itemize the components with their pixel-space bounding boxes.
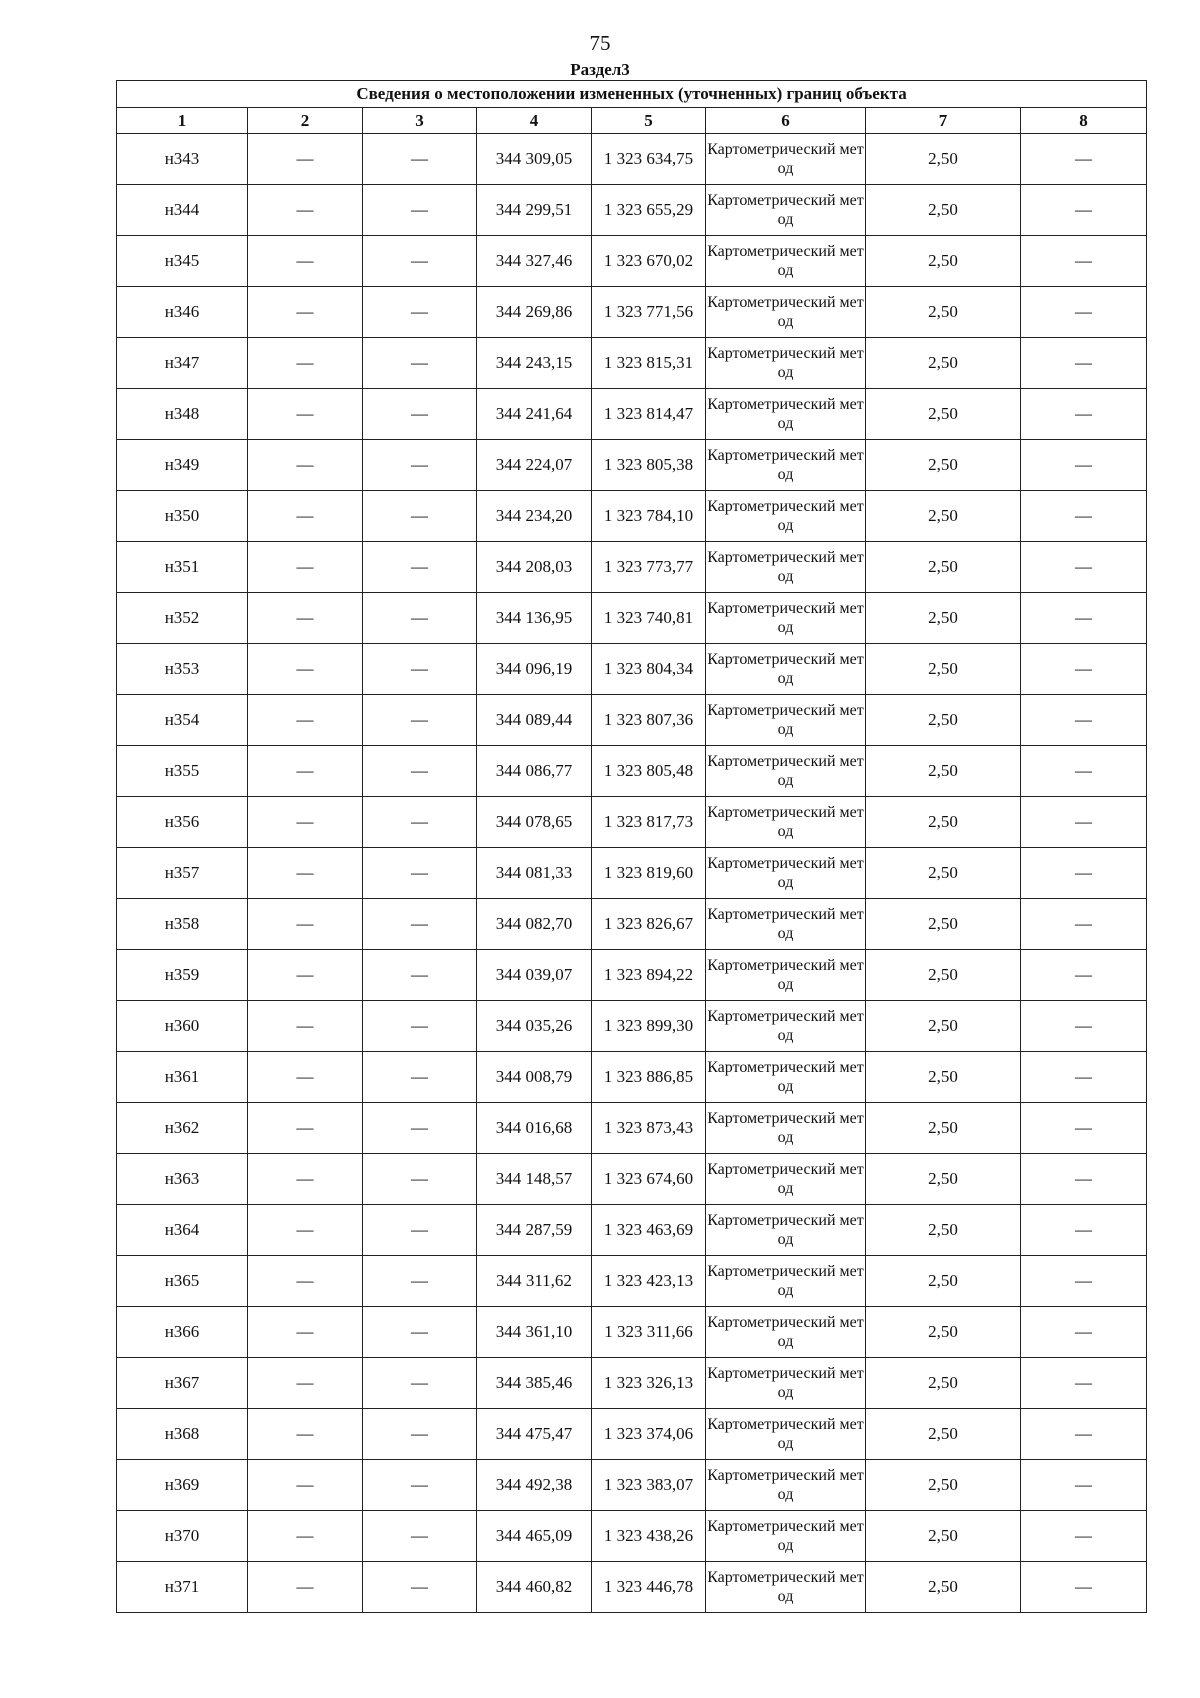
col8-cell: — xyxy=(1021,1205,1147,1256)
method-cell: Картометрический метод xyxy=(706,1052,866,1103)
col8-cell: — xyxy=(1021,491,1147,542)
column-header: 2 xyxy=(248,108,363,134)
accuracy-cell: 2,50 xyxy=(866,185,1021,236)
y-coordinate-cell: 1 323 773,77 xyxy=(592,542,706,593)
col3-cell: — xyxy=(363,644,477,695)
accuracy-cell: 2,50 xyxy=(866,593,1021,644)
table-row xyxy=(117,797,1147,848)
col2-cell: — xyxy=(248,1103,363,1154)
point-id-cell: н359 xyxy=(117,950,248,1001)
col8-cell: — xyxy=(1021,644,1147,695)
y-coordinate-cell: 1 323 740,81 xyxy=(592,593,706,644)
point-id-cell: н370 xyxy=(117,1511,248,1562)
y-coordinate-cell: 1 323 463,69 xyxy=(592,1205,706,1256)
accuracy-cell: 2,50 xyxy=(866,695,1021,746)
col8-cell: — xyxy=(1021,1562,1147,1613)
col8-cell: — xyxy=(1021,899,1147,950)
accuracy-cell: 2,50 xyxy=(866,746,1021,797)
point-id-cell: н358 xyxy=(117,899,248,950)
col2-cell: — xyxy=(248,1460,363,1511)
method-cell: Картометрический метод xyxy=(706,1460,866,1511)
table-caption: Сведения о местоположении измененных (уточненных) границ объекта xyxy=(117,81,1147,108)
x-coordinate-cell: 344 311,62 xyxy=(477,1256,592,1307)
x-coordinate-cell: 344 136,95 xyxy=(477,593,592,644)
col2-cell: — xyxy=(248,950,363,1001)
col3-cell: — xyxy=(363,695,477,746)
col3-cell: — xyxy=(363,236,477,287)
point-id-cell: н349 xyxy=(117,440,248,491)
col2-cell: — xyxy=(248,1358,363,1409)
x-coordinate-cell: 344 327,46 xyxy=(477,236,592,287)
col3-cell: — xyxy=(363,440,477,491)
table-row xyxy=(117,695,1147,746)
col8-cell: — xyxy=(1021,542,1147,593)
point-id-cell: н356 xyxy=(117,797,248,848)
method-cell: Картометрический метод xyxy=(706,950,866,1001)
column-header: 5 xyxy=(592,108,706,134)
table-row xyxy=(117,1052,1147,1103)
method-cell: Картометрический метод xyxy=(706,185,866,236)
col3-cell: — xyxy=(363,848,477,899)
point-id-cell: н371 xyxy=(117,1562,248,1613)
col2-cell: — xyxy=(248,593,363,644)
method-cell: Картометрический метод xyxy=(706,491,866,542)
method-cell: Картометрический метод xyxy=(706,338,866,389)
accuracy-cell: 2,50 xyxy=(866,1001,1021,1052)
method-cell: Картометрический метод xyxy=(706,134,866,185)
col8-cell: — xyxy=(1021,1001,1147,1052)
col3-cell: — xyxy=(363,950,477,1001)
col3-cell: — xyxy=(363,1205,477,1256)
method-cell: Картометрический метод xyxy=(706,440,866,491)
point-id-cell: н369 xyxy=(117,1460,248,1511)
table-row xyxy=(117,1205,1147,1256)
col2-cell: — xyxy=(248,236,363,287)
col2-cell: — xyxy=(248,1205,363,1256)
x-coordinate-cell: 344 208,03 xyxy=(477,542,592,593)
x-coordinate-cell: 344 008,79 xyxy=(477,1052,592,1103)
point-id-cell: н344 xyxy=(117,185,248,236)
accuracy-cell: 2,50 xyxy=(866,1307,1021,1358)
y-coordinate-cell: 1 323 423,13 xyxy=(592,1256,706,1307)
y-coordinate-cell: 1 323 886,85 xyxy=(592,1052,706,1103)
col3-cell: — xyxy=(363,1103,477,1154)
accuracy-cell: 2,50 xyxy=(866,287,1021,338)
x-coordinate-cell: 344 234,20 xyxy=(477,491,592,542)
column-header-row xyxy=(117,108,1147,134)
col8-cell: — xyxy=(1021,593,1147,644)
method-cell: Картометрический метод xyxy=(706,695,866,746)
col3-cell: — xyxy=(363,1409,477,1460)
x-coordinate-cell: 344 385,46 xyxy=(477,1358,592,1409)
y-coordinate-cell: 1 323 784,10 xyxy=(592,491,706,542)
y-coordinate-cell: 1 323 873,43 xyxy=(592,1103,706,1154)
table-row xyxy=(117,491,1147,542)
point-id-cell: н355 xyxy=(117,746,248,797)
page-number: 75 xyxy=(589,31,611,55)
x-coordinate-cell: 344 148,57 xyxy=(477,1154,592,1205)
accuracy-cell: 2,50 xyxy=(866,389,1021,440)
x-coordinate-cell: 344 309,05 xyxy=(477,134,592,185)
col8-cell: — xyxy=(1021,185,1147,236)
table-row xyxy=(117,899,1147,950)
point-id-cell: н351 xyxy=(117,542,248,593)
accuracy-cell: 2,50 xyxy=(866,440,1021,491)
col2-cell: — xyxy=(248,185,363,236)
accuracy-cell: 2,50 xyxy=(866,1358,1021,1409)
table-row xyxy=(117,1307,1147,1358)
table-row xyxy=(117,440,1147,491)
col8-cell: — xyxy=(1021,1154,1147,1205)
y-coordinate-cell: 1 323 826,67 xyxy=(592,899,706,950)
table-row xyxy=(117,389,1147,440)
col2-cell: — xyxy=(248,899,363,950)
table-row xyxy=(117,1460,1147,1511)
col3-cell: — xyxy=(363,338,477,389)
table-row xyxy=(117,593,1147,644)
y-coordinate-cell: 1 323 374,06 xyxy=(592,1409,706,1460)
col3-cell: — xyxy=(363,1052,477,1103)
point-id-cell: н364 xyxy=(117,1205,248,1256)
col2-cell: — xyxy=(248,1409,363,1460)
col8-cell: — xyxy=(1021,1511,1147,1562)
x-coordinate-cell: 344 287,59 xyxy=(477,1205,592,1256)
point-id-cell: н361 xyxy=(117,1052,248,1103)
col2-cell: — xyxy=(248,644,363,695)
accuracy-cell: 2,50 xyxy=(866,1052,1021,1103)
table-row xyxy=(117,1001,1147,1052)
point-id-cell: н365 xyxy=(117,1256,248,1307)
y-coordinate-cell: 1 323 326,13 xyxy=(592,1358,706,1409)
col8-cell: — xyxy=(1021,950,1147,1001)
y-coordinate-cell: 1 323 819,60 xyxy=(592,848,706,899)
y-coordinate-cell: 1 323 817,73 xyxy=(592,797,706,848)
accuracy-cell: 2,50 xyxy=(866,134,1021,185)
col8-cell: — xyxy=(1021,287,1147,338)
x-coordinate-cell: 344 361,10 xyxy=(477,1307,592,1358)
table-row xyxy=(117,1409,1147,1460)
col2-cell: — xyxy=(248,746,363,797)
col3-cell: — xyxy=(363,287,477,338)
x-coordinate-cell: 344 243,15 xyxy=(477,338,592,389)
col3-cell: — xyxy=(363,1307,477,1358)
accuracy-cell: 2,50 xyxy=(866,236,1021,287)
accuracy-cell: 2,50 xyxy=(866,542,1021,593)
col8-cell: — xyxy=(1021,134,1147,185)
point-id-cell: н360 xyxy=(117,1001,248,1052)
method-cell: Картометрический метод xyxy=(706,1256,866,1307)
method-cell: Картометрический метод xyxy=(706,848,866,899)
table-row xyxy=(117,134,1147,185)
col3-cell: — xyxy=(363,185,477,236)
column-header: 6 xyxy=(706,108,866,134)
col2-cell: — xyxy=(248,389,363,440)
x-coordinate-cell: 344 035,26 xyxy=(477,1001,592,1052)
col3-cell: — xyxy=(363,134,477,185)
column-header: 1 xyxy=(117,108,248,134)
y-coordinate-cell: 1 323 814,47 xyxy=(592,389,706,440)
col2-cell: — xyxy=(248,440,363,491)
point-id-cell: н353 xyxy=(117,644,248,695)
y-coordinate-cell: 1 323 634,75 xyxy=(592,134,706,185)
x-coordinate-cell: 344 460,82 xyxy=(477,1562,592,1613)
col2-cell: — xyxy=(248,1562,363,1613)
column-header: 7 xyxy=(866,108,1021,134)
point-id-cell: н367 xyxy=(117,1358,248,1409)
y-coordinate-cell: 1 323 674,60 xyxy=(592,1154,706,1205)
x-coordinate-cell: 344 269,86 xyxy=(477,287,592,338)
x-coordinate-cell: 344 096,19 xyxy=(477,644,592,695)
x-coordinate-cell: 344 081,33 xyxy=(477,848,592,899)
col3-cell: — xyxy=(363,491,477,542)
column-header: 8 xyxy=(1021,108,1147,134)
col3-cell: — xyxy=(363,1154,477,1205)
table-row xyxy=(117,236,1147,287)
table-row xyxy=(117,1511,1147,1562)
y-coordinate-cell: 1 323 655,29 xyxy=(592,185,706,236)
method-cell: Картометрический метод xyxy=(706,899,866,950)
point-id-cell: н366 xyxy=(117,1307,248,1358)
accuracy-cell: 2,50 xyxy=(866,1562,1021,1613)
point-id-cell: н354 xyxy=(117,695,248,746)
accuracy-cell: 2,50 xyxy=(866,950,1021,1001)
y-coordinate-cell: 1 323 670,02 xyxy=(592,236,706,287)
column-header: 4 xyxy=(477,108,592,134)
point-id-cell: н345 xyxy=(117,236,248,287)
accuracy-cell: 2,50 xyxy=(866,1511,1021,1562)
y-coordinate-cell: 1 323 804,34 xyxy=(592,644,706,695)
section-title: Раздел3 xyxy=(570,60,630,79)
y-coordinate-cell: 1 323 807,36 xyxy=(592,695,706,746)
col8-cell: — xyxy=(1021,695,1147,746)
y-coordinate-cell: 1 323 383,07 xyxy=(592,1460,706,1511)
method-cell: Картометрический метод xyxy=(706,1358,866,1409)
y-coordinate-cell: 1 323 894,22 xyxy=(592,950,706,1001)
method-cell: Картометрический метод xyxy=(706,1307,866,1358)
col3-cell: — xyxy=(363,1256,477,1307)
col8-cell: — xyxy=(1021,236,1147,287)
method-cell: Картометрический метод xyxy=(706,542,866,593)
point-id-cell: н362 xyxy=(117,1103,248,1154)
point-id-cell: н348 xyxy=(117,389,248,440)
accuracy-cell: 2,50 xyxy=(866,1460,1021,1511)
accuracy-cell: 2,50 xyxy=(866,1205,1021,1256)
accuracy-cell: 2,50 xyxy=(866,899,1021,950)
col8-cell: — xyxy=(1021,440,1147,491)
col3-cell: — xyxy=(363,797,477,848)
point-id-cell: н347 xyxy=(117,338,248,389)
accuracy-cell: 2,50 xyxy=(866,1409,1021,1460)
x-coordinate-cell: 344 082,70 xyxy=(477,899,592,950)
x-coordinate-cell: 344 224,07 xyxy=(477,440,592,491)
boundary-coordinates-table xyxy=(116,80,1147,1613)
y-coordinate-cell: 1 323 805,38 xyxy=(592,440,706,491)
col2-cell: — xyxy=(248,542,363,593)
col8-cell: — xyxy=(1021,1103,1147,1154)
method-cell: Картометрический метод xyxy=(706,1001,866,1052)
x-coordinate-cell: 344 492,38 xyxy=(477,1460,592,1511)
method-cell: Картометрический метод xyxy=(706,746,866,797)
column-header: 3 xyxy=(363,108,477,134)
table-row xyxy=(117,848,1147,899)
x-coordinate-cell: 344 089,44 xyxy=(477,695,592,746)
col8-cell: — xyxy=(1021,1256,1147,1307)
x-coordinate-cell: 344 016,68 xyxy=(477,1103,592,1154)
col2-cell: — xyxy=(248,1511,363,1562)
col8-cell: — xyxy=(1021,338,1147,389)
table-row xyxy=(117,287,1147,338)
y-coordinate-cell: 1 323 446,78 xyxy=(592,1562,706,1613)
col8-cell: — xyxy=(1021,848,1147,899)
point-id-cell: н368 xyxy=(117,1409,248,1460)
x-coordinate-cell: 344 299,51 xyxy=(477,185,592,236)
col8-cell: — xyxy=(1021,797,1147,848)
col8-cell: — xyxy=(1021,1307,1147,1358)
method-cell: Картометрический метод xyxy=(706,1511,866,1562)
accuracy-cell: 2,50 xyxy=(866,1154,1021,1205)
x-coordinate-cell: 344 078,65 xyxy=(477,797,592,848)
y-coordinate-cell: 1 323 805,48 xyxy=(592,746,706,797)
col8-cell: — xyxy=(1021,746,1147,797)
table-row xyxy=(117,1103,1147,1154)
y-coordinate-cell: 1 323 438,26 xyxy=(592,1511,706,1562)
col3-cell: — xyxy=(363,1562,477,1613)
col3-cell: — xyxy=(363,1511,477,1562)
x-coordinate-cell: 344 086,77 xyxy=(477,746,592,797)
col2-cell: — xyxy=(248,797,363,848)
col3-cell: — xyxy=(363,746,477,797)
col2-cell: — xyxy=(248,287,363,338)
accuracy-cell: 2,50 xyxy=(866,338,1021,389)
table-row xyxy=(117,338,1147,389)
table-row xyxy=(117,1562,1147,1613)
table-row xyxy=(117,950,1147,1001)
accuracy-cell: 2,50 xyxy=(866,1256,1021,1307)
y-coordinate-cell: 1 323 311,66 xyxy=(592,1307,706,1358)
y-coordinate-cell: 1 323 815,31 xyxy=(592,338,706,389)
table-row xyxy=(117,644,1147,695)
col2-cell: — xyxy=(248,1307,363,1358)
col2-cell: — xyxy=(248,338,363,389)
col2-cell: — xyxy=(248,491,363,542)
accuracy-cell: 2,50 xyxy=(866,1103,1021,1154)
table-body xyxy=(117,134,1147,1613)
col2-cell: — xyxy=(248,1001,363,1052)
col3-cell: — xyxy=(363,593,477,644)
col2-cell: — xyxy=(248,695,363,746)
point-id-cell: н350 xyxy=(117,491,248,542)
col3-cell: — xyxy=(363,1358,477,1409)
method-cell: Картометрический метод xyxy=(706,236,866,287)
point-id-cell: н363 xyxy=(117,1154,248,1205)
accuracy-cell: 2,50 xyxy=(866,848,1021,899)
col3-cell: — xyxy=(363,542,477,593)
point-id-cell: н357 xyxy=(117,848,248,899)
y-coordinate-cell: 1 323 899,30 xyxy=(592,1001,706,1052)
col8-cell: — xyxy=(1021,1460,1147,1511)
x-coordinate-cell: 344 465,09 xyxy=(477,1511,592,1562)
method-cell: Картометрический метод xyxy=(706,389,866,440)
point-id-cell: н343 xyxy=(117,134,248,185)
col8-cell: — xyxy=(1021,1052,1147,1103)
accuracy-cell: 2,50 xyxy=(866,491,1021,542)
x-coordinate-cell: 344 039,07 xyxy=(477,950,592,1001)
col3-cell: — xyxy=(363,1460,477,1511)
col2-cell: — xyxy=(248,1256,363,1307)
method-cell: Картометрический метод xyxy=(706,1103,866,1154)
col2-cell: — xyxy=(248,1154,363,1205)
method-cell: Картометрический метод xyxy=(706,1562,866,1613)
method-cell: Картометрический метод xyxy=(706,287,866,338)
point-id-cell: н346 xyxy=(117,287,248,338)
table-row xyxy=(117,1358,1147,1409)
method-cell: Картометрический метод xyxy=(706,644,866,695)
table-row xyxy=(117,542,1147,593)
table-row xyxy=(117,185,1147,236)
point-id-cell: н352 xyxy=(117,593,248,644)
col3-cell: — xyxy=(363,899,477,950)
accuracy-cell: 2,50 xyxy=(866,644,1021,695)
table-row xyxy=(117,1154,1147,1205)
col2-cell: — xyxy=(248,1052,363,1103)
accuracy-cell: 2,50 xyxy=(866,797,1021,848)
method-cell: Картометрический метод xyxy=(706,1154,866,1205)
col2-cell: — xyxy=(248,134,363,185)
x-coordinate-cell: 344 475,47 xyxy=(477,1409,592,1460)
method-cell: Картометрический метод xyxy=(706,1205,866,1256)
table-row xyxy=(117,1256,1147,1307)
x-coordinate-cell: 344 241,64 xyxy=(477,389,592,440)
method-cell: Картометрический метод xyxy=(706,593,866,644)
col2-cell: — xyxy=(248,848,363,899)
col8-cell: — xyxy=(1021,1358,1147,1409)
y-coordinate-cell: 1 323 771,56 xyxy=(592,287,706,338)
table-row xyxy=(117,746,1147,797)
method-cell: Картометрический метод xyxy=(706,797,866,848)
col3-cell: — xyxy=(363,1001,477,1052)
method-cell: Картометрический метод xyxy=(706,1409,866,1460)
col3-cell: — xyxy=(363,389,477,440)
col8-cell: — xyxy=(1021,389,1147,440)
col8-cell: — xyxy=(1021,1409,1147,1460)
